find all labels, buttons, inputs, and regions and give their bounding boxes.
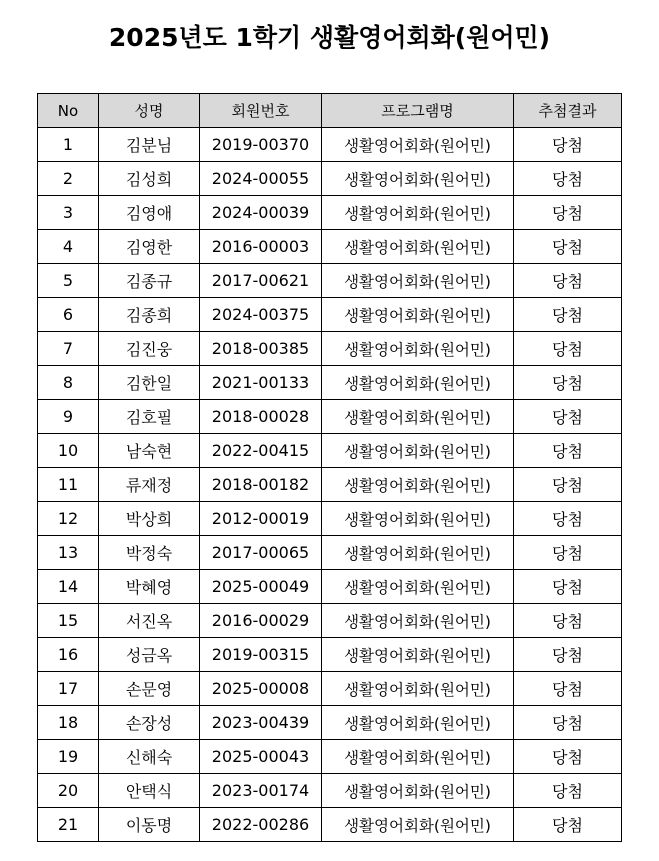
cell-name: 류재정 xyxy=(99,468,200,502)
cell-result: 당첨 xyxy=(514,740,622,774)
cell-member-id: 2017-00621 xyxy=(200,264,322,298)
header-no: No xyxy=(38,94,99,128)
cell-no: 16 xyxy=(38,638,99,672)
cell-result: 당첨 xyxy=(514,638,622,672)
header-name: 성명 xyxy=(99,94,200,128)
cell-member-id: 2016-00003 xyxy=(200,230,322,264)
cell-program: 생활영어회화(원어민) xyxy=(322,434,514,468)
cell-result: 당첨 xyxy=(514,706,622,740)
cell-member-id: 2022-00415 xyxy=(200,434,322,468)
cell-program: 생활영어회화(원어민) xyxy=(322,672,514,706)
cell-no: 12 xyxy=(38,502,99,536)
cell-member-id: 2025-00008 xyxy=(200,672,322,706)
cell-no: 21 xyxy=(38,808,99,842)
cell-member-id: 2019-00370 xyxy=(200,128,322,162)
table-row xyxy=(38,638,622,672)
cell-name: 김한일 xyxy=(99,366,200,400)
cell-no: 6 xyxy=(38,298,99,332)
cell-no: 9 xyxy=(38,400,99,434)
cell-result: 당첨 xyxy=(514,366,622,400)
cell-name: 김성희 xyxy=(99,162,200,196)
table-row xyxy=(38,366,622,400)
cell-result: 당첨 xyxy=(514,162,622,196)
table-row xyxy=(38,434,622,468)
cell-no: 7 xyxy=(38,332,99,366)
cell-program: 생활영어회화(원어민) xyxy=(322,128,514,162)
cell-no: 20 xyxy=(38,774,99,808)
cell-member-id: 2017-00065 xyxy=(200,536,322,570)
cell-name: 서진옥 xyxy=(99,604,200,638)
cell-member-id: 2022-00286 xyxy=(200,808,322,842)
cell-result: 당첨 xyxy=(514,128,622,162)
cell-no: 17 xyxy=(38,672,99,706)
cell-program: 생활영어회화(원어민) xyxy=(322,502,514,536)
cell-program: 생활영어회화(원어민) xyxy=(322,298,514,332)
header-member-id: 회원번호 xyxy=(200,94,322,128)
cell-name: 김종희 xyxy=(99,298,200,332)
cell-name: 박혜영 xyxy=(99,570,200,604)
cell-member-id: 2018-00182 xyxy=(200,468,322,502)
cell-member-id: 2016-00029 xyxy=(200,604,322,638)
cell-name: 손장성 xyxy=(99,706,200,740)
cell-name: 김종규 xyxy=(99,264,200,298)
cell-member-id: 2012-00019 xyxy=(200,502,322,536)
cell-program: 생활영어회화(원어민) xyxy=(322,162,514,196)
table-row xyxy=(38,502,622,536)
cell-result: 당첨 xyxy=(514,808,622,842)
table-row xyxy=(38,162,622,196)
cell-member-id: 2024-00375 xyxy=(200,298,322,332)
cell-program: 생활영어회화(원어민) xyxy=(322,468,514,502)
cell-no: 10 xyxy=(38,434,99,468)
table-row xyxy=(38,298,622,332)
cell-member-id: 2018-00028 xyxy=(200,400,322,434)
cell-name: 김영한 xyxy=(99,230,200,264)
cell-result: 당첨 xyxy=(514,774,622,808)
cell-no: 11 xyxy=(38,468,99,502)
table-row xyxy=(38,604,622,638)
cell-name: 신해숙 xyxy=(99,740,200,774)
cell-program: 생활영어회화(원어민) xyxy=(322,774,514,808)
cell-result: 당첨 xyxy=(514,230,622,264)
cell-name: 안택식 xyxy=(99,774,200,808)
cell-no: 18 xyxy=(38,706,99,740)
cell-member-id: 2025-00043 xyxy=(200,740,322,774)
cell-member-id: 2023-00439 xyxy=(200,706,322,740)
cell-result: 당첨 xyxy=(514,502,622,536)
header-program: 프로그램명 xyxy=(322,94,514,128)
table-row xyxy=(38,740,622,774)
cell-result: 당첨 xyxy=(514,332,622,366)
cell-no: 4 xyxy=(38,230,99,264)
cell-name: 박상희 xyxy=(99,502,200,536)
cell-no: 5 xyxy=(38,264,99,298)
cell-result: 당첨 xyxy=(514,434,622,468)
cell-no: 13 xyxy=(38,536,99,570)
cell-result: 당첨 xyxy=(514,264,622,298)
cell-program: 생활영어회화(원어민) xyxy=(322,264,514,298)
cell-member-id: 2019-00315 xyxy=(200,638,322,672)
cell-no: 15 xyxy=(38,604,99,638)
table-row xyxy=(38,706,622,740)
cell-name: 박정숙 xyxy=(99,536,200,570)
table-row xyxy=(38,536,622,570)
table-body xyxy=(38,128,622,842)
table-row xyxy=(38,468,622,502)
cell-program: 생활영어회화(원어민) xyxy=(322,196,514,230)
cell-name: 남숙현 xyxy=(99,434,200,468)
cell-program: 생활영어회화(원어민) xyxy=(322,366,514,400)
cell-no: 19 xyxy=(38,740,99,774)
cell-no: 2 xyxy=(38,162,99,196)
cell-name: 김영애 xyxy=(99,196,200,230)
table-row xyxy=(38,400,622,434)
cell-member-id: 2024-00055 xyxy=(200,162,322,196)
cell-name: 김호필 xyxy=(99,400,200,434)
cell-name: 성금옥 xyxy=(99,638,200,672)
cell-program: 생활영어회화(원어민) xyxy=(322,332,514,366)
cell-result: 당첨 xyxy=(514,468,622,502)
cell-member-id: 2024-00039 xyxy=(200,196,322,230)
cell-member-id: 2021-00133 xyxy=(200,366,322,400)
cell-program: 생활영어회화(원어민) xyxy=(322,536,514,570)
cell-result: 당첨 xyxy=(514,400,622,434)
cell-no: 1 xyxy=(38,128,99,162)
table-row xyxy=(38,672,622,706)
table-row xyxy=(38,196,622,230)
cell-program: 생활영어회화(원어민) xyxy=(322,706,514,740)
cell-member-id: 2018-00385 xyxy=(200,332,322,366)
cell-member-id: 2023-00174 xyxy=(200,774,322,808)
table-row xyxy=(38,128,622,162)
cell-program: 생활영어회화(원어민) xyxy=(322,400,514,434)
cell-result: 당첨 xyxy=(514,672,622,706)
cell-result: 당첨 xyxy=(514,570,622,604)
lottery-result-table xyxy=(37,93,622,842)
page-title: 2025년도 1학기 생활영어회화(원어민) xyxy=(108,23,551,52)
table-header-row xyxy=(38,94,622,128)
cell-no: 14 xyxy=(38,570,99,604)
table-row xyxy=(38,230,622,264)
cell-result: 당첨 xyxy=(514,196,622,230)
table-row xyxy=(38,570,622,604)
cell-program: 생활영어회화(원어민) xyxy=(322,808,514,842)
cell-program: 생활영어회화(원어민) xyxy=(322,740,514,774)
cell-no: 3 xyxy=(38,196,99,230)
cell-program: 생활영어회화(원어민) xyxy=(322,570,514,604)
table-row xyxy=(38,808,622,842)
cell-program: 생활영어회화(원어민) xyxy=(322,638,514,672)
cell-no: 8 xyxy=(38,366,99,400)
cell-program: 생활영어회화(원어민) xyxy=(322,230,514,264)
table-row xyxy=(38,264,622,298)
cell-result: 당첨 xyxy=(514,604,622,638)
cell-name: 이동명 xyxy=(99,808,200,842)
header-result: 추첨결과 xyxy=(514,94,622,128)
table-row xyxy=(38,774,622,808)
cell-name: 김분님 xyxy=(99,128,200,162)
cell-program: 생활영어회화(원어민) xyxy=(322,604,514,638)
cell-name: 김진웅 xyxy=(99,332,200,366)
cell-name: 손문영 xyxy=(99,672,200,706)
cell-result: 당첨 xyxy=(514,298,622,332)
cell-member-id: 2025-00049 xyxy=(200,570,322,604)
cell-result: 당첨 xyxy=(514,536,622,570)
table-row xyxy=(38,332,622,366)
